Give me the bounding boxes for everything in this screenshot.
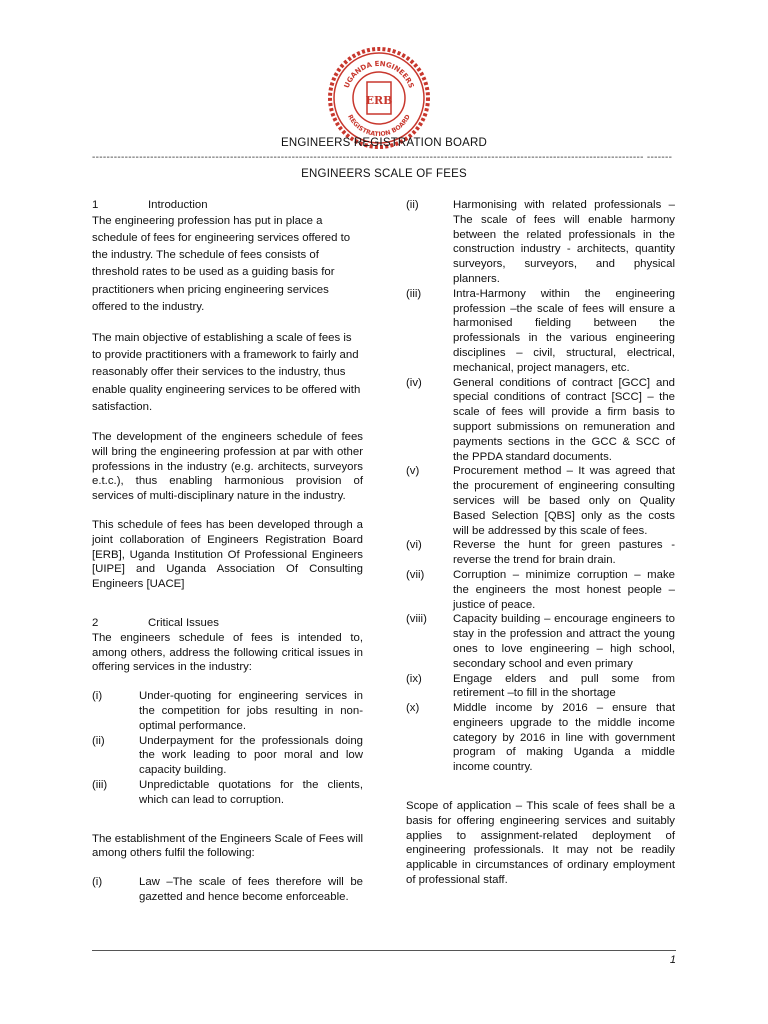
list-item: [92, 689, 363, 733]
list-item: [406, 287, 675, 376]
item-text: Reverse the hunt for green pastures -reverse the trend for brain drain.: [453, 539, 675, 567]
svg-text:UGANDA ENGINEERS: [343, 60, 416, 89]
item-text: Procurement method – It was agreed that the procurement of engineering consulting services will be based only on Quality Based Selection [QBS] only as the costs will be addressed by this scale of fees.: [453, 465, 675, 537]
left-column: [92, 198, 363, 905]
section-1-heading: [92, 198, 363, 213]
intro-paragraph-3: The development of the engineers schedule of fees will bring the engineering profession at par with other professions in the industry (e.g. architects, surveyors e.t.c.), thus enabling harmonious provision of services of multi-disciplinary nature in the industry.: [92, 431, 363, 503]
item-number: (iii): [406, 287, 422, 300]
list-item: [406, 568, 675, 612]
item-number: (ii): [92, 734, 105, 747]
issues-intro: The engineers schedule of fees is intended to, among others, address the following critical issues in offering services in the industry:: [92, 631, 363, 674]
list-item: [406, 464, 675, 538]
divider-line: -------------------------------------------------------------------------------------------------------------------------------------------------------- -------: [92, 152, 673, 163]
intro-paragraph-4: This schedule of fees has been developed through a joint collaboration of Engineers Registration Board [ERB], Uganda Institution Of Professional Engineers [UIPE] and Uganda Association Of Consulting Engineers [UACE]: [92, 519, 363, 591]
item-number: (ix): [406, 672, 422, 685]
item-number: (iv): [406, 376, 422, 389]
item-number: (i): [92, 690, 103, 703]
item-text: Engage elders and pull some from retirement –to fill in the shortage: [453, 672, 675, 700]
section-title: Critical Issues: [148, 617, 219, 629]
item-number: (i): [92, 876, 103, 889]
item-number: (ii): [406, 199, 419, 211]
fulfil-intro: The establishment of the Engineers Scale of Fees will among others fulfil the following:: [92, 832, 363, 860]
item-text: Corruption – minimize corruption – make the engineers the most honest people – justice of peace.: [453, 568, 675, 611]
logo-ring-bottom-text: REGISTRATION BOARD: [346, 113, 412, 139]
erb-logo-seal: [327, 46, 431, 150]
list-item: [92, 875, 363, 905]
section-title: Introduction: [148, 199, 208, 211]
list-item: [406, 538, 675, 568]
item-number: (x): [406, 702, 420, 715]
item-number: (vii): [406, 568, 425, 581]
list-item: [406, 701, 675, 775]
list-item: [406, 672, 675, 702]
item-text: Unpredictable quotations for the clients, which can lead to corruption.: [139, 778, 363, 806]
list-item: [92, 734, 363, 778]
list-item: [92, 778, 363, 808]
item-text: Capacity building – encourage engineers to stay in the profession and attract the young ones to love engineering – high school, secondary school and even primary: [453, 613, 675, 670]
item-text: Harmonising with related professionals – The scale of fees will enable harmony between the related professionals in the construction industry - architects, quantity surveyors, surveyors, and physical planners.: [453, 199, 675, 285]
logo-ring-top-text: UGANDA ENGINEERS: [342, 59, 416, 90]
item-text: General conditions of contract [GCC] and special conditions of contract [SCC] – the scale of fees will provide a firm basis to support submissions on remuneration and payments sections in the GCC & SCC of the PPDA standard documents.: [453, 376, 675, 463]
item-number: (iii): [92, 778, 108, 791]
list-item: [406, 198, 675, 287]
scope-paragraph: Scope of application – This scale of fees shall be a basis for offering engineering services and suitably applies to assignment-related deployment of engineering professionals. It may not be readily applicable in circumstances of ordinary employment of professional staff.: [406, 800, 675, 887]
item-text: Underpayment for the professionals doing the work leading to poor moral and low capacity building.: [139, 734, 363, 777]
footer-rule: [92, 950, 676, 951]
section-number: 2: [92, 617, 99, 629]
item-number: (v): [406, 465, 420, 478]
item-text: Middle income by 2016 – ensure that engineers upgrade to the middle income category by 2016 in line with government program of making Uganda a middle income country.: [453, 702, 675, 774]
svg-text:REGISTRATION BOARD: [346, 114, 412, 138]
list-item: [406, 612, 675, 671]
section-2-heading: [92, 616, 363, 631]
right-column: [406, 198, 675, 888]
logo-monogram: ERB: [365, 94, 393, 107]
item-text: Under-quoting for engineering services in the competition for jobs resulting in non-optimal performance.: [139, 690, 363, 732]
org-title: ENGINEERS REGISTRATION BOARD: [280, 137, 488, 149]
item-text: Intra-Harmony within the engineering profession –the scale of fees will ensure a harmonised fielding between the professionals in the various engineering disciplines – civil, structural, electrical, mechanical, project managers, etc.: [453, 287, 675, 374]
item-text: Law –The scale of fees therefore will be gazetted and hence become enforceable.: [139, 876, 363, 903]
document-title: ENGINEERS SCALE OF FEES: [301, 168, 467, 180]
intro-paragraph-1: The engineering profession has put in place a schedule of fees for engineering services offered to the industry. The schedule of fees consists of threshold rates to be used as a guiding basis for practitioners when pricing engineering services offered to the industry.: [92, 214, 351, 313]
intro-paragraph-2: The main objective of establishing a scale of fees is to provide practitioners with a framework to fairly and reasonably offer their services to the industry, thus enable quality engineering services to be offered with satisfaction.: [92, 332, 361, 413]
item-number: (viii): [406, 613, 427, 626]
section-number: 1: [92, 199, 99, 211]
page-number: 1: [669, 954, 676, 966]
item-number: (vi): [406, 539, 422, 552]
list-item: [406, 376, 675, 465]
